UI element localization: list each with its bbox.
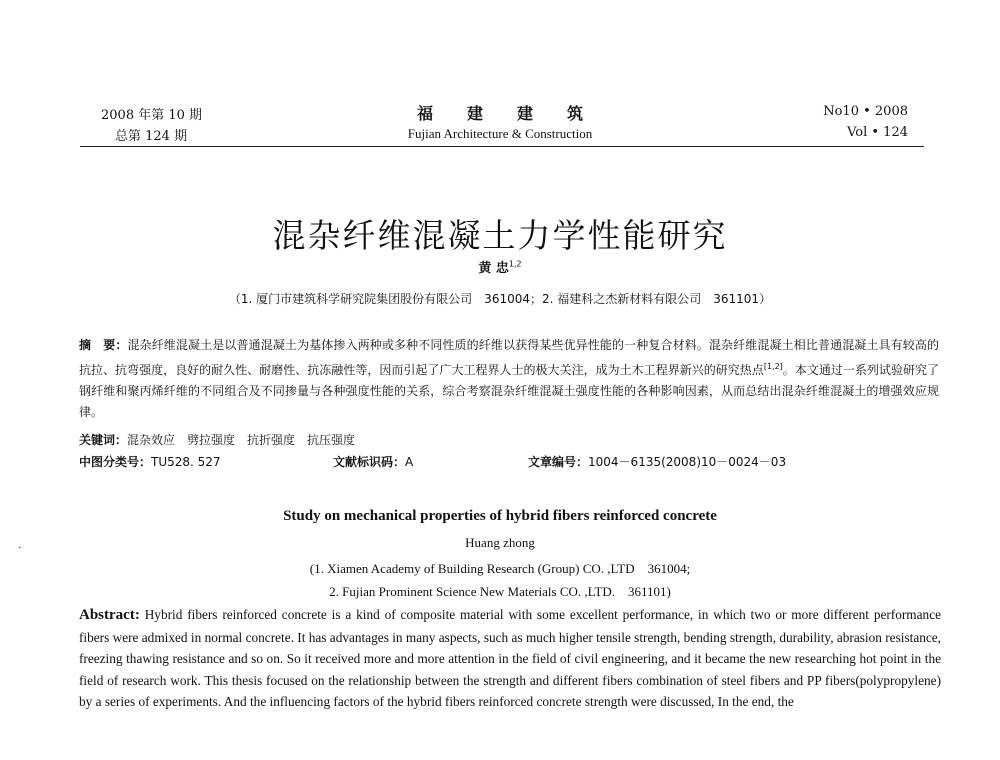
abstract-en-text: Hybrid fibers reinforced concrete is a kind of composite material with some excellent performance, in which two or more different performance fibers were admixed in normal concrete. It has advantages in many aspects, such as much higher tensile strength, bending strength, durability, abrasion resistance, freezing thawing resistance and so on. So it received more and more attention in the field of civil engineering, and it became the new researching hot point in the field of research work. This thesis focused on the relationship between the strength and different fibers combination of steel fibers and PP fibers(polypropylene) by a series of experiments. And the influencing factors of the hybrid fibers reinforced concrete strength were discussed, In the end, the — [79, 607, 941, 709]
classification-line — [79, 453, 221, 470]
classification-label: 中图分类号： — [79, 455, 152, 469]
issue-year-number: 2008 年第 10 期 — [101, 108, 203, 123]
abstract-en — [79, 604, 941, 713]
keywords-label: 关键词： — [79, 433, 128, 447]
english-affiliation-2: 2. Fujian Prominent Science New Materials CO. ,LTD. 361101) — [329, 584, 671, 599]
keywords-line — [79, 431, 355, 448]
abstract-cn-text-2: 。本文通过一系列试验研究了钢纤维和聚丙烯纤维的不同组合及不同掺量与各种强度性能的关系，综合考察混杂纤维混凝土强度性能的各种影响因素，从而总结出混杂纤维混凝土的增强效应规律。 — [79, 363, 939, 419]
paper-affiliation: （1. 厦门市建筑科学研究院集团股份有限公司 361004；2. 福建科之杰新材料有限公司 361101） — [228, 292, 772, 306]
author-name: 黄 忠 — [478, 261, 509, 276]
english-affiliation-1: (1. Xiamen Academy of Building Research (Group) CO. ,LTD 361004; — [309, 561, 691, 576]
issue-total-number: 总第 124 期 — [115, 129, 188, 144]
keywords-value: 混杂效应 劈拉强度 抗折强度 抗压强度 — [127, 433, 356, 447]
volume-number: Vol • 124 — [847, 125, 908, 140]
abstract-cn-label: 摘 要： — [79, 338, 128, 352]
paper-author — [0, 257, 1000, 276]
article-number-line — [528, 453, 786, 470]
journal-name-en: Fujian Architecture & Construction — [407, 126, 593, 141]
author-superscript: 1,2 — [508, 259, 522, 269]
article-number-value: 1004－6135(2008)10－0024－03 — [588, 455, 787, 469]
issue-number-en: No10 • 2008 — [823, 104, 908, 119]
abstract-cn — [79, 335, 939, 423]
classification-value: TU528. 527 — [151, 455, 221, 469]
journal-name-cn: 福建建筑 — [416, 104, 617, 123]
header-rule — [80, 146, 924, 147]
document-code-line — [333, 453, 413, 470]
scan-artifact-dot: · — [18, 543, 22, 554]
document-code-label: 文献标识码： — [333, 455, 406, 469]
english-title: Study on mechanical properties of hybrid fibers reinforced concrete — [283, 508, 717, 524]
english-author: Huang zhong — [465, 535, 535, 550]
article-number-label: 文章编号： — [528, 455, 589, 469]
abstract-cn-citation: [1,2] — [763, 362, 783, 371]
abstract-cn-text: 混杂纤维混凝土是以普通混凝土为基体掺入两种或多种不同性质的纤维以获得某些优异性能的一种复合材料。混杂纤维混凝土相比普通混凝土具有较高的抗拉、抗弯强度，良好的耐久性、耐磨性、抗冻融性等，因而引起了广大工程界人士的极大关注，成为土木工程界新兴的研究热点 — [79, 338, 939, 377]
paper-title: 混杂纤维混凝土力学性能研究 — [272, 216, 728, 255]
abstract-en-label: Abstract: — [79, 607, 140, 623]
document-code-value: A — [405, 455, 414, 469]
